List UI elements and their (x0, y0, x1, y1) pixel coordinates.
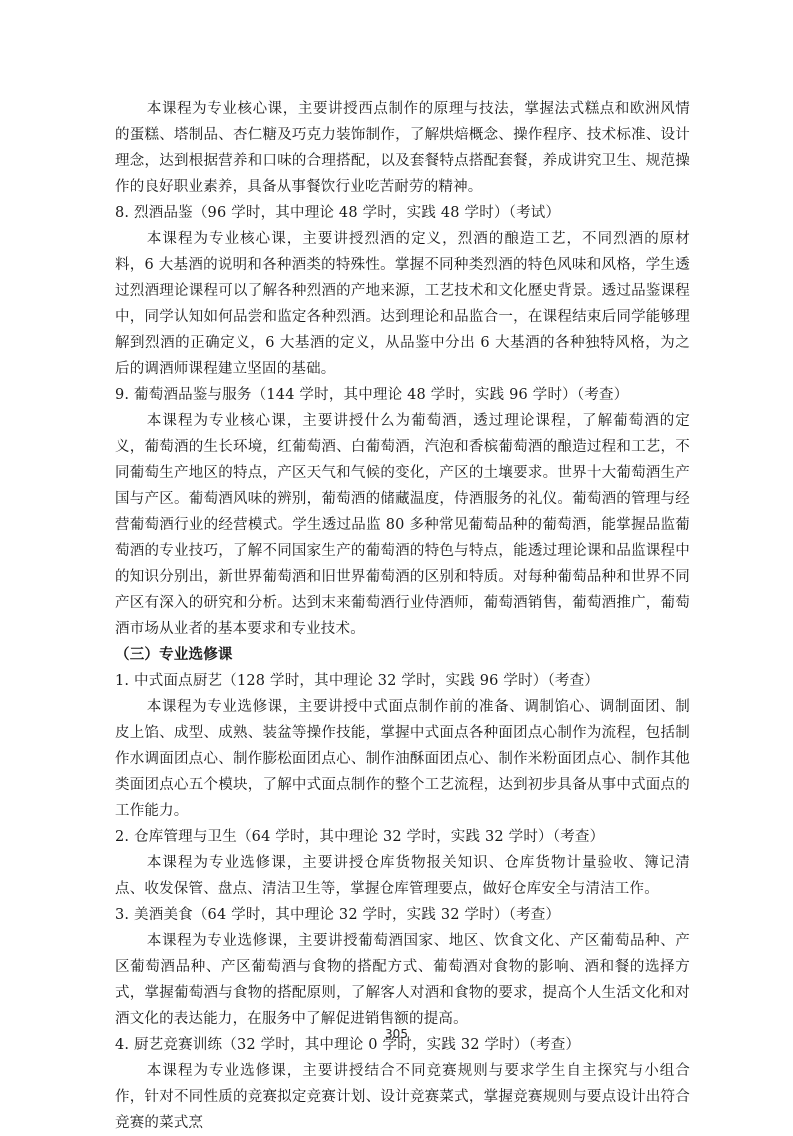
course-heading-wine-food: 3. 美酒美食（64 学时，其中理论 32 学时，实践 32 学时）（考查） (115, 907, 561, 923)
page-number: 305 (385, 1027, 408, 1041)
paragraph-western-pastry: 本课程为专业核心课，主要讲授西点制作的原理与技法，掌握法式糕点和欧洲风情的蛋糕、塔制品、杏仁糖及巧克力装饰制作，了解烘焙概念、操作程序、技术标准、设计理念，达到根据营养和口味的合理搭配，以及套餐特点搭配套餐，养成讲究卫生、规范操作的良好职业素养，具备从事餐饮行业吃苦耐劳的精神。 (115, 101, 690, 195)
page-content (115, 96, 690, 1136)
paragraph-wine-tasting: 本课程为专业核心课，主要讲授什么为葡萄酒，透过理论课程，了解葡萄酒的定义，葡萄酒的生长环境，红葡萄酒、白葡萄酒，汽泡和香槟葡萄酒的酿造过程和工艺，不同葡萄生产地区的特点，产区天气和气候的变化，产区的土壤要求。世界十大葡萄酒生产国与产区。葡萄酒风味的辨别，葡萄酒的储藏温度，侍酒服务的礼仪。葡萄酒的管理与经营葡萄酒行业的经营模式。学生透过品监 80 多种常见葡萄品种的葡萄酒，能掌握品监葡萄酒的专业技巧，了解不同国家生产的葡萄酒的特色与特点，能透过理论课和品监课程中的知识分别出，新世界葡萄酒和旧世界葡萄酒的区别和特质。对每种葡萄品种和世界不同产区有深入的研究和分析。达到末来葡萄酒行业侍酒师，葡萄酒销售，葡萄酒推广，葡萄酒市场从业者的基本要求和专业技术。 (115, 413, 690, 637)
paragraph-wine-food: 本课程为专业选修课，主要讲授葡萄酒国家、地区、饮食文化、产区葡萄品种、产区葡萄酒品种、产区葡萄酒与食物的搭配方式、葡萄酒对食物的影响、酒和餐的选择方式，掌握葡萄酒与食物的搭配原则，了解客人对酒和食物的要求，提高个人生活文化和对酒文化的表达能力，在服务中了解促进销售额的提高。 (115, 933, 690, 1027)
course-heading-culinary-competition: 4. 厨艺竞赛训练（32 学时，其中理论 0 学时，实践 32 学时）（考查） (115, 1037, 581, 1053)
paragraph-spirits-tasting: 本课程为专业核心课，主要讲授烈酒的定义，烈酒的酿造工艺，不同烈酒的原材料，6 大基酒的说明和各种酒类的特殊性。掌握不同种类烈酒的特色风味和风格，学生透过烈酒理论课程可以了解各种烈酒的产地来源，工艺技术和文化歷史背景。透过品鉴课程中，同学认知如何品尝和监定各种烈酒。达到理论和品监合一，在课程结束后同学能够理解到烈酒的正确定义，6 大基酒的定义，从品鉴中分出 6 大基酒的各种独特风格，为之后的调酒师课程建立坚固的基础。 (115, 231, 690, 377)
paragraph-culinary-competition: 本课程为专业选修课，主要讲授结合不同竞赛规则与要求学生自主探究与小组合作，针对不同性质的竞赛拟定竞赛计划、设计竞赛菜式，掌握竞赛规则与要点设计出符合竞赛的菜式烹 (115, 1063, 690, 1131)
section-heading-electives: （三）专业选修课 (115, 647, 233, 663)
course-heading-warehouse: 2. 仓库管理与卫生（64 学时，其中理论 32 学时，实践 32 学时）（考查） (115, 829, 605, 845)
course-heading-chinese-pastry: 1. 中式面点厨艺（128 学时，其中理论 32 学时，实践 96 学时）（考查） (115, 673, 600, 689)
paragraph-warehouse: 本课程为专业选修课，主要讲授仓库货物报关知识、仓库货物计量验收、簿记清点、收发保管、盘点、清洁卫生等，掌握仓库管理要点，做好仓库安全与清洁工作。 (115, 855, 690, 897)
paragraph-chinese-pastry: 本课程为专业选修课，主要讲授中式面点制作前的准备、调制馅心、调制面团、制皮上馅、成型、成熟、装盆等操作技能，掌握中式面点各种面团点心制作为流程，包括制作水调面团点心、制作膨松面团点心、制作油酥面团点心、制作米粉面团点心、制作其他类面团点心五个模块，了解中式面点制作的整个工艺流程，达到初步具备从事中式面点的工作能力。 (115, 699, 690, 819)
course-heading-spirits-tasting: 8. 烈酒品鉴（96 学时，其中理论 48 学时，实践 48 学时）（考试） (115, 205, 561, 221)
course-heading-wine-tasting: 9. 葡萄酒品鉴与服务（144 学时，其中理论 48 学时，实践 96 学时）（考查） (115, 387, 629, 403)
